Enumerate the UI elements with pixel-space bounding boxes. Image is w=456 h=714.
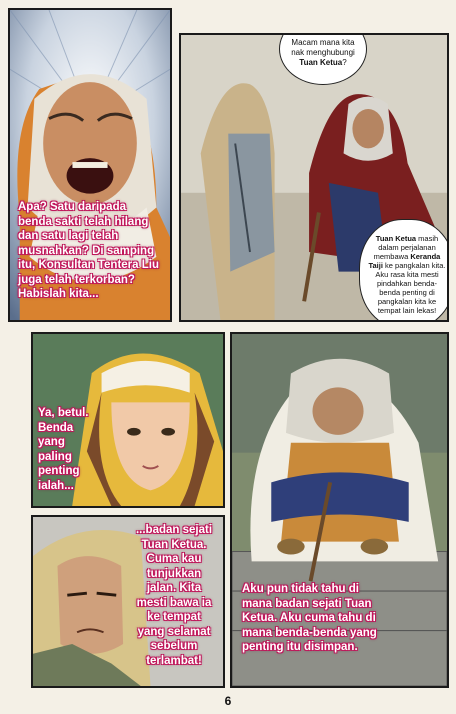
panel-2	[179, 33, 449, 322]
speech-top-text: Macam mana kita nak menghubungi Tuan Ketua?	[291, 38, 355, 67]
panel-4	[31, 515, 225, 688]
panel-4-caption: ...badan sejati Tuan Ketua. Cuma kau tunjukkan jalan. Kita mesti bawa ia ke tempat yang selamat sebelum terlambat!	[135, 524, 213, 667]
panel-5-caption: Aku pun tidak tahu di mana badan sejati Tuan Ketua. Aku cuma tahu di mana benda-benda yang penting itu disimpan.	[242, 583, 377, 653]
panel-1	[8, 8, 172, 322]
page-number: 6	[224, 694, 232, 708]
speech-bubble-right	[359, 219, 449, 322]
speech-right-text: Tuan Ketua masih dalam perjalanan membawa Keranda Taiji ke pangkalan kita. Aku rasa kita mesti pindahkan benda-benda penting di pangkalan kita ke tempat lain lekas!	[368, 233, 446, 315]
panel-3-caption: Ya, betul. Benda yang paling penting ialah...	[38, 407, 89, 492]
panel-1-caption: Apa? Satu daripada benda sakti telah hilang dan satu lagi telah musnahkan? Di samping itu, Konsultan Tentera Liu juga telah terkorban? Habislah kita...	[18, 201, 159, 300]
panel-3	[31, 332, 225, 508]
panel-5	[230, 332, 449, 688]
